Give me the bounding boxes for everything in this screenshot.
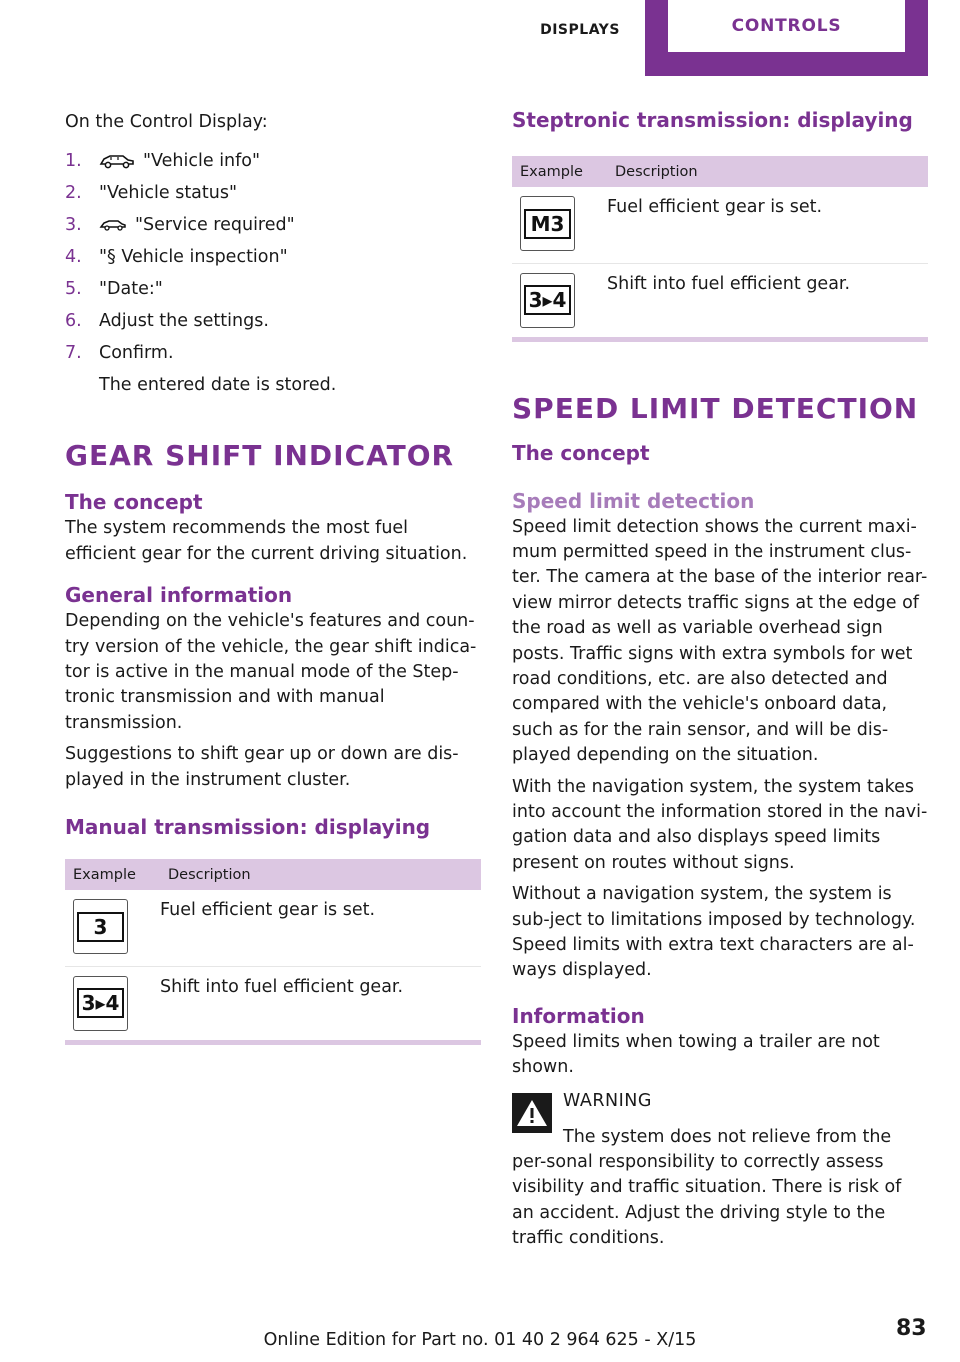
list-item: 5. "Date:" bbox=[65, 279, 163, 300]
information-text: Speed limits when towing a trailer are not shown. bbox=[512, 1031, 880, 1078]
concept-heading: The concept bbox=[512, 440, 650, 465]
table-row: 3▸4 Shift into fuel efficient gear. bbox=[512, 263, 928, 339]
service-car-icon bbox=[99, 218, 127, 232]
list-item: 4. "§ Vehicle inspection" bbox=[65, 247, 288, 268]
table-row: 3▸4 Shift into fuel efficient gear. bbox=[65, 966, 481, 1042]
list-item: 2. "Vehicle status" bbox=[65, 183, 238, 204]
table-header-description: Description bbox=[607, 156, 928, 187]
list-item: 7. Confirm. bbox=[65, 343, 174, 364]
step-note: The entered date is stored. bbox=[99, 375, 337, 396]
steps-list bbox=[65, 145, 481, 369]
steptronic-gear-table bbox=[512, 156, 928, 342]
concept-text: The system recommends the most fuel efficient gear for the current driving situation. bbox=[65, 518, 468, 564]
section-heading: GEAR SHIFT INDICATOR bbox=[65, 439, 455, 473]
information-heading: Information bbox=[512, 1003, 645, 1028]
no-navigation-text: Without a navigation system, the system is sub-ject to limitations imposed by technology. Speed limits with extra text characters are al-ways displayed. bbox=[512, 884, 916, 981]
gear-display-icon: M3 bbox=[520, 196, 575, 251]
gear-shift-icon: 3▸4 bbox=[73, 976, 128, 1031]
table-row: M3 Fuel efficient gear is set. bbox=[512, 187, 928, 263]
left-column bbox=[65, 110, 481, 1045]
gear-shift-icon: 3▸4 bbox=[520, 273, 575, 328]
manual-transmission-heading: Manual transmission: displaying bbox=[65, 815, 431, 840]
general-info-heading: General information bbox=[65, 583, 293, 608]
general-info-text: Depending on the vehicle's features and coun-try version of the vehicle, the gear shift indica-tor is active in the manual mode of the Step-tronic transmission and with manual transmission. bbox=[65, 611, 477, 733]
steptronic-heading: Steptronic transmission: displaying bbox=[512, 108, 913, 132]
suggestions-text: Suggestions to shift gear up or down are dis-played in the instrument cluster. bbox=[65, 744, 459, 790]
gear-display-icon: 3 bbox=[73, 899, 128, 954]
chapter-tab bbox=[645, 0, 928, 76]
table-header-description: Description bbox=[160, 859, 481, 890]
manual-gear-table bbox=[65, 859, 481, 1045]
intro-text: On the Control Display: bbox=[65, 112, 268, 132]
warning-text: The system does not relieve from the per-sonal responsibility to correctly assess visibility and traffic situation. There is risk of an accident. Adjust the driving style to the traffic conditions. bbox=[512, 1126, 902, 1249]
warning-label: WARNING bbox=[563, 1090, 652, 1111]
right-column bbox=[512, 108, 928, 1258]
car-icon bbox=[99, 153, 135, 169]
table-header-example: Example bbox=[65, 859, 160, 890]
speed-limit-heading: Speed limit detection bbox=[512, 488, 755, 513]
concept-heading: The concept bbox=[65, 490, 203, 515]
navigation-text: With the navigation system, the system takes into account the information stored in the navi-gation data and also displays speed limits present on routes without signs. bbox=[512, 776, 928, 873]
section-heading: SPEED LIMIT DETECTION bbox=[512, 391, 919, 425]
speed-limit-text: Speed limit detection shows the current maxi-mum permitted speed in the instrument clus-ter. The camera at the base of the interior rear-view mirror detects traffic signs at the edge of the road as well as variable overhead sign posts. Traffic signs with extra symbols for wet road conditions, etc. are also detected and compared with the vehicle's onboard data, such as for the rain sensor, and will be dis-played depending on the situation. bbox=[512, 516, 928, 766]
list-item: 1. "Vehicle info" bbox=[65, 151, 261, 172]
table-row: 3 Fuel efficient gear is set. bbox=[65, 890, 481, 966]
section-label: DISPLAYS bbox=[540, 22, 620, 38]
table-header-example: Example bbox=[512, 156, 607, 187]
chapter-label: CONTROLS bbox=[731, 16, 842, 36]
list-item: 3. "Service required" bbox=[65, 215, 295, 236]
page-number: 83 bbox=[896, 1316, 927, 1341]
footer-edition: Online Edition for Part no. 01 40 2 964 625 - X/15 bbox=[263, 1330, 697, 1350]
list-item: 6. Adjust the settings. bbox=[65, 311, 269, 332]
